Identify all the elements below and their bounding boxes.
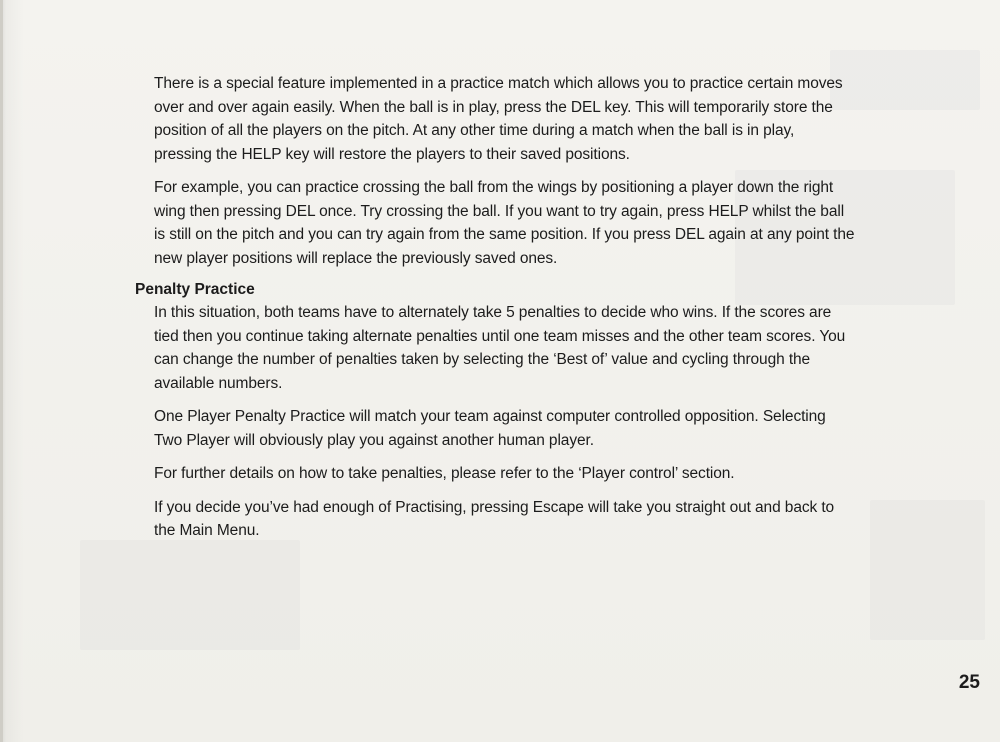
show-through-block: [870, 500, 985, 640]
section-heading: Penalty Practice: [135, 281, 255, 298]
body-paragraph: For further details on how to take penalties, please refer to the ‘Player control’ section.: [154, 465, 735, 482]
body-paragraph: There is a special feature implemented in a practice match which allows you to practice certain moves over and over again easily. When the ball is in play, press the DEL key. This will temporarily store the position of all the players on the pitch. At any other time during a match when the ball is in play, pressing the HELP key will restore the players to their saved positions.: [154, 75, 843, 163]
page-number: 25: [958, 672, 980, 693]
body-paragraph: One Player Penalty Practice will match your team against computer controlled opposition. Selecting Two Player will obviously play you against another human player.: [154, 408, 826, 449]
show-through-block: [80, 540, 300, 650]
body-paragraph: For example, you can practice crossing the ball from the wings by positioning a player down the right wing then pressing DEL once. Try crossing the ball. If you want to try again, press HELP whilst the ball is still on the pitch and you can try again from the same position. If you press DEL again at any point the new player positions will replace the previously saved ones.: [154, 179, 855, 267]
text-column: [135, 72, 855, 553]
body-paragraph: If you decide you’ve had enough of Practising, pressing Escape will take you straight out and back to the Main Menu.: [154, 498, 835, 539]
page-edge: [0, 0, 3, 742]
body-paragraph: In this situation, both teams have to alternately take 5 penalties to decide who wins. If the scores are tied then you continue taking alternate penalties until one team misses and the other team scores. You can change the number of penalties taken by selecting the ‘Best of’ value and cycling through the available numbers.: [154, 304, 846, 392]
